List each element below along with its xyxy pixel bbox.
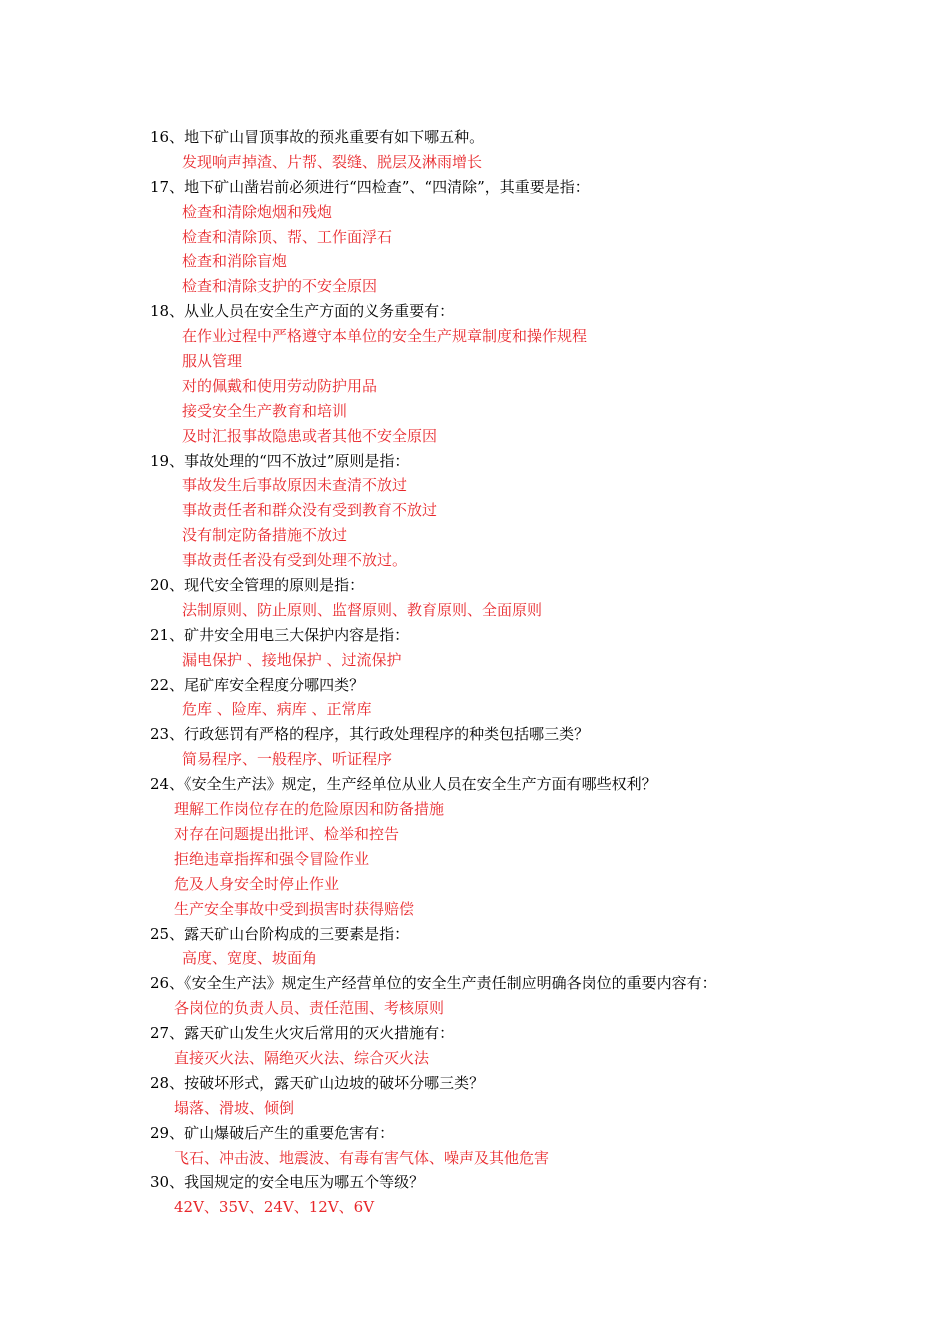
answer-text: 法制原则、防止原则、监督原则、教育原则、全面原则 <box>182 600 543 619</box>
answer-text: 没有制定防备措施不放过 <box>182 526 348 545</box>
answer-text: 42V、35V、24V、12V、6V <box>174 1198 375 1217</box>
answer-text: 在作业过程中严格遵守本单位的安全生产规章制度和操作规程 <box>182 327 588 346</box>
question-text: 23、行政惩罚有严格的程序，其行政处理程序的种类包括哪三类？ <box>150 725 590 744</box>
answer-text: 对的佩戴和使用劳动防护用品 <box>182 376 378 395</box>
answer-text: 飞石、冲击波、地震波、有毒有害气体、噪声及其他危害 <box>174 1148 550 1167</box>
question-text: 16、地下矿山冒顶事故的预兆重要有如下哪五种。 <box>150 128 485 146</box>
answer-text: 拒绝违章指挥和强令冒险作业 <box>174 849 370 868</box>
answer-text: 简易程序、一般程序、听证程序 <box>182 750 393 769</box>
question-text: 30、我国规定的安全电压为哪五个等级？ <box>150 1173 425 1192</box>
answer-text: 危库 、险库、病库 、正常库 <box>182 700 372 719</box>
answer-text: 及时汇报事故隐患或者其他不安全原因 <box>182 426 438 445</box>
answer-text: 生产安全事故中受到损害时获得赔偿 <box>174 899 415 918</box>
question-text: 21、矿井安全用电三大保护内容是指： <box>150 625 410 644</box>
answer-text: 检查和消除盲炮 <box>182 252 288 271</box>
question-text: 18、从业人员在安全生产方面的义务重要有： <box>150 302 455 321</box>
answer-text: 事故责任者和群众没有受到教育不放过 <box>182 501 438 520</box>
question-text: 25、露天矿山台阶构成的三要素是指： <box>150 924 410 943</box>
question-text: 24、《安全生产法》规定，生产经单位从业人员在安全生产方面有哪些权利？ <box>150 775 657 794</box>
answer-text: 对存在问题提出批评、检举和控告 <box>174 824 400 843</box>
question-text: 28、按破坏形式，露天矿山边坡的破坏分哪三类？ <box>150 1073 485 1092</box>
answer-text: 服从管理 <box>182 352 243 371</box>
answer-text: 接受安全生产教育和培训 <box>182 401 348 420</box>
answer-text: 危及人身安全时停止作业 <box>174 874 340 893</box>
answer-text: 高度、宽度、坡面角 <box>182 949 318 968</box>
answer-text: 发现响声掉渣、片帮、裂缝、脱层及淋雨增长 <box>182 152 483 171</box>
question-text: 27、露天矿山发生火灾后常用的灭火措施有： <box>150 1024 455 1043</box>
question-text: 20、现代安全管理的原则是指： <box>150 576 365 595</box>
question-list <box>150 125 910 1220</box>
answer-text: 直接灭火法、隔绝灭火法、综合灭火法 <box>174 1048 430 1067</box>
answer-text: 事故发生后事故原因未查清不放过 <box>182 476 408 495</box>
question-text: 29、矿山爆破后产生的重要危害有： <box>150 1123 395 1142</box>
question-text: 19、事故处理的“四不放过”原则是指： <box>150 451 410 470</box>
answer-text: 检查和清除顶、帮、工作面浮石 <box>182 227 393 246</box>
answer-text: 事故责任者没有受到处理不放过。 <box>182 551 408 570</box>
answer-text: 理解工作岗位存在的危险原因和防备措施 <box>174 800 445 819</box>
answer-text: 检查和清除炮烟和残炮 <box>182 202 333 221</box>
question-text: 22、尾矿库安全程度分哪四类？ <box>150 675 365 694</box>
answer-text: 各岗位的负责人员、责任范围、考核原则 <box>174 999 445 1018</box>
question-text: 17、地下矿山凿岩前必须进行“四检查”、“四清除”，其重要是指： <box>150 177 590 196</box>
question-text: 26、《安全生产法》规定生产经营单位的安全生产责任制应明确各岗位的重要内容有： <box>150 974 717 993</box>
answer-text: 检查和清除支护的不安全原因 <box>182 277 378 296</box>
answer-text: 漏电保护 、接地保护 、过流保护 <box>182 650 402 669</box>
answer-text: 塌落、滑坡、倾倒 <box>174 1098 295 1117</box>
